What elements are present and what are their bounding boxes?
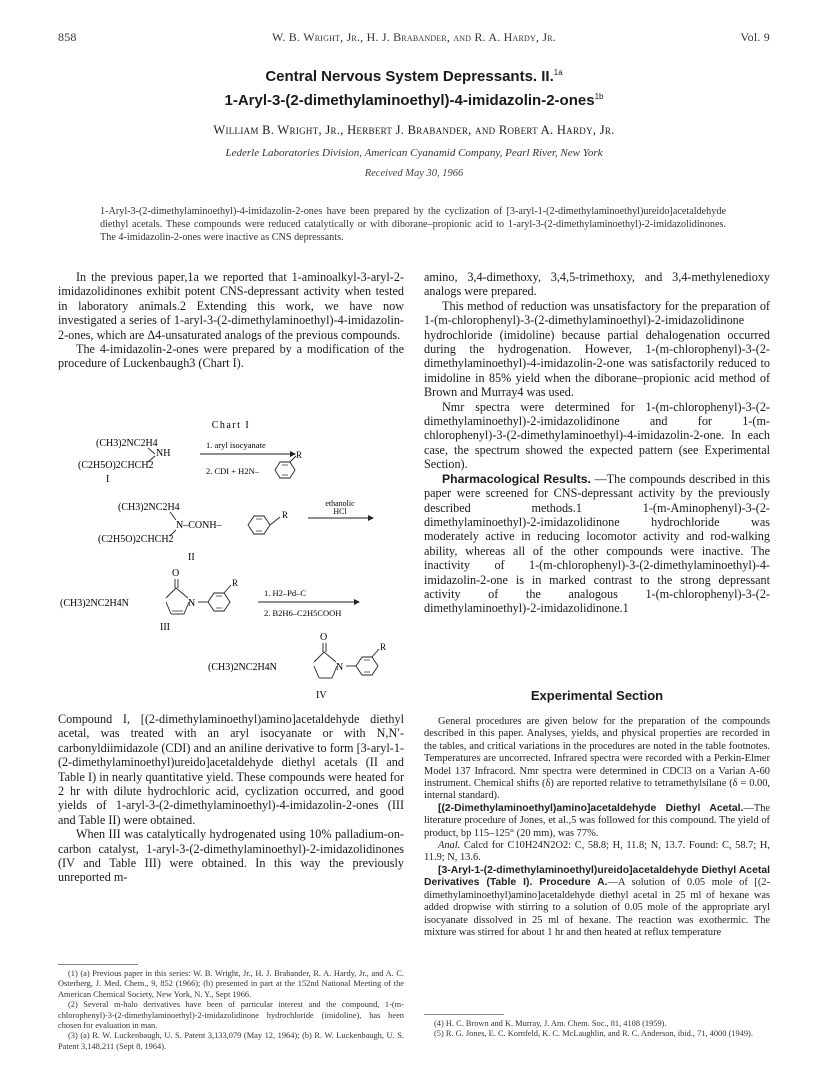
experimental-paragraph-4: [3-Aryl-1-(2-dimethylaminoethyl)ureido]acetaldehyde Diethyl Acetal Derivatives (Table I). Procedure A.—A solution of 0.05 mole of [(2-dimethylaminoethyl)amino]acetaldehyde diethyl acetal in 25 ml of hexane was added dropwise with stirring to a solution of 0.05 mole of the appropriate aryl isocyanate dissolved in 25 ml of hexane. The reaction was exothermic. The mixture was stirred for about 1 hr and then heated at reflux temperature	[424, 864, 770, 938]
footnote-2: (2) Several m-halo derivatives have been of particular interest and the compound, 1-(m-chlorophenyl)-3-(2-dimethylaminoethyl)-2-imidazolidinone hydrochloride (imidoline), has been chosen for evaluation in man.	[58, 1000, 404, 1031]
received-date: Received May 30, 1966	[364, 168, 464, 179]
experimental-body	[424, 716, 770, 939]
title-line-1: Central Nervous System Depressants. II.$^{1a}$	[265, 68, 563, 85]
right-column	[424, 270, 770, 616]
volume-label: Vol. 9	[740, 30, 770, 44]
title-block	[58, 63, 770, 179]
footnote-rule	[58, 964, 138, 965]
synthesis-paragraph-2: When III was catalytically hydrogenated using 10% palladium-on-carbon catalyst, 1-aryl-3-(2-dimethylaminoethyl)-2-imidazolidinones (IV and Table III) were obtained. In this way the previously unreported m-	[58, 827, 404, 885]
footnotes-right	[424, 1014, 770, 1040]
compound-ii-urea: N–CONH–	[176, 520, 222, 531]
reduction-step-2: 2. B2H6–C2H5COOH	[264, 608, 342, 618]
compound-iv-oxygen: O	[320, 632, 328, 643]
label-iii: III	[160, 622, 170, 633]
experimental-paragraph-2: [(2-Dimethylaminoethyl)amino]acetaldehyde Diethyl Acetal.—The literature procedure of Jones, et al.,5 was followed for this compound. The yield of product, bp 115–125° (20 mm), was 77%.	[424, 802, 770, 839]
compound-i-amine: (CH3)2NC2H4	[96, 438, 158, 449]
reaction-scheme-svg	[58, 418, 404, 708]
experimental-paragraph-1: General procedures are given below for the preparation of the compounds described in this paper. Analyses, yields, and physical properties are recorded in the tables, and critical variations in the procedures are noted in the table footnotes. Temperatures are uncorrected. Infrared spectra were recorded with a Perkin-Elmer Model 137 Infracord. Nmr spectra were determined in CDCl3 on a Varian A-60 instrument. Chemical shifts (δ) are reported relative to tetramethylsilane (δ = 0.00, internal standard).	[424, 716, 770, 802]
pharmacology-heading: Pharmacological Results.	[442, 471, 591, 486]
step-2-reagent: 2. CDI + H2N–	[206, 466, 259, 476]
compound-iii-n: N	[188, 598, 196, 609]
compound-ii-amine: (CH3)2NC2H4	[118, 502, 180, 513]
compound-iii-sidechain: (CH3)2NC2H4N	[60, 598, 129, 609]
pharmacology-paragraph: Pharmacological Results. —The compounds described in this paper were screened for CNS-depressant activity by the previously described methods.1 1-(m-Aminophenyl)-3-(2-dimethylaminoethyl)-2-imidazolidinone hydrochloride was moderately active in reducing locomotor activity and rod-walking ability, whereas all of the other compounds were inactive. The inactivity of 1-(m-chlorophenyl)-3-(2-dimethylaminoethyl)-4-imidazolin-2-one is in marked contrast to the strong depressant activity of the analogous 1-(m-chlorophenyl)-3-(2-dimethylaminoethyl)-2-imidazolidinone.1	[424, 471, 770, 616]
intro-paragraph-1: In the previous paper,1a we reported that 1-aminoalkyl-3-aryl-2-imidazolidinones exhibit potent CNS-depressant activity when tested in laboratory animals.2 Extending this work, we have now investigated a series of 1-aryl-3-(2-dimethylaminoethyl)-4-imidazolin-2-ones, which are Δ4-unsaturated analogs of the previous compounds.	[58, 270, 404, 342]
abstract: 1-Aryl-3-(2-dimethylaminoethyl)-4-imidazolin-2-ones have been prepared by the cyclization of [3-aryl-1-(2-dimethylaminoethyl)ureido]acetaldehyde diethyl acetals. These compounds were reduced catalytically or with diborane–propionic acid to 1-aryl-3-(2-dimethylaminoethyl)-2-imidazolidinones. The 4-imidazolin-2-ones were inactive as CNS depressants.	[100, 206, 726, 243]
right-paragraph-2: Nmr spectra were determined for 1-(m-chlorophenyl)-3-(2-dimethylaminoethyl)-2-imidazolidinone and for 1-(m-chlorophenyl)-3-(2-dimethylaminoethyl)-4-imidazolin-2-one. In each case, the spectrum showed the expected pattern (see Experimental Section).	[424, 399, 770, 472]
experimental-heading: Experimental Section	[530, 688, 664, 703]
hcl-label: HCl	[333, 507, 347, 516]
compound-iv-sidechain: (CH3)2NC2H4N	[208, 662, 277, 673]
footnote-rule-right	[424, 1014, 504, 1015]
compound-iv-n: N	[336, 662, 344, 673]
running-head	[58, 30, 770, 46]
synthesis-column	[58, 712, 404, 885]
compound-i-nh: NH	[156, 448, 171, 459]
step-1-reagent: 1. aryl isocyanate	[206, 440, 266, 450]
ethanolic-label: ethanolic	[325, 499, 355, 508]
reduction-step-1: 1. H2–Pd–C	[264, 588, 307, 598]
right-paragraph-1: This method of reduction was unsatisfactory for the preparation of 1-(m-chlorophenyl)-3-(2-dimethylaminoethyl)-2-imidazolidinone hydrochloride (imidoline) because partial dehalogenation occurred during the hydrogenation. However, 1-(m-chlorophenyl)-3-(2-dimethylaminoethyl)-4-imidazolin-2-one was satisfactorily reduced to imidoline in 85% yield when the diborane–propionic acid method of Brown and Murray4 was used.	[424, 298, 770, 400]
experimental-analysis: Anal. Calcd for C10H24N2O2: C, 58.8; H, 11.8; N, 13.7. Found: C, 58.7; H, 11.9; N, 13.6.	[424, 840, 770, 864]
right-paragraph-0: amino, 3,4-dimethoxy, 3,4,5-trimethoxy, and 3,4-methylenedioxy analogs were prepared.	[424, 270, 770, 299]
footnote-3: (3) (a) R. W. Luckenbaugh, U. S. Patent 3,133,079 (May 12, 1964); (b) R. W. Luckenbaugh, U. S. Patent 3,148,211 (Sept 8, 1964).	[58, 1031, 404, 1051]
compound-iv-r: R	[380, 642, 387, 652]
running-authors: W. B. Wright, Jr., H. J. Brabander, and R. A. Hardy, Jr.	[271, 30, 556, 44]
compound-iii-r: R	[232, 578, 239, 588]
compound-iii-oxygen: O	[172, 568, 180, 579]
compound-iii-imidazolinone-ring	[166, 588, 189, 614]
title-line-2: 1-Aryl-3-(2-dimethylaminoethyl)-4-imidazolin-2-ones$^{1b}$	[224, 92, 604, 109]
footnotes-left	[58, 964, 404, 1052]
footnote-4: (4) H. C. Brown and K. Murray, J. Am. Chem. Soc., 81, 4108 (1959).	[434, 1019, 667, 1028]
compound-iv-aryl-ring	[346, 649, 379, 675]
compound-ii-acetal: (C2H5O)2CHCH2	[98, 534, 174, 545]
affiliation: Lederle Laboratories Division, American Cyanamid Company, Pearl River, New York	[225, 147, 603, 159]
procedure-a-heading: [3-Aryl-1-(2-dimethylaminoethyl)ureido]acetaldehyde Diethyl Acetal Derivatives (Table I). Procedure A.	[424, 864, 770, 889]
synthesis-paragraph-1: Compound I, [(2-dimethylaminoethyl)amino]acetaldehyde diethyl acetal, was treated with an aryl isocyanate or with N,N′-carbonyldiimidazole (CDI) and an aniline derivative to form [3-aryl-1-(2-dimethylaminoethyl)ureido]acetaldehyde diethyl acetals (II and Table I) in nearly quantitative yield. These compounds were heated for 2 hr with dilute hydrochloric acid, cyclization occurred, and good yields of 1-aryl-3-(2-dimethylaminoethyl)-4-imidazolin-2-ones (III and Table II) were obtained.	[58, 712, 404, 827]
compound-i-acetal: (C2H5O)2CHCH2	[78, 460, 154, 471]
label-iv: IV	[316, 690, 327, 701]
footnote-5: (5) R. G. Jones, E. C. Kornfeld, K. C. McLaughlin, and R. C. Anderson, ibid., 71, 4000 (1949).	[434, 1029, 753, 1039]
intro-paragraph-2: The 4-imidazolin-2-ones were prepared by a modification of the procedure of Luckenbaugh3 (Chart I).	[58, 342, 404, 371]
chart-i-scheme	[58, 418, 404, 708]
compound-ii-ring	[248, 516, 280, 534]
aniline-ring	[275, 456, 296, 478]
compound-iv-imidazolidinone-ring	[314, 652, 337, 678]
compound-ii-r: R	[282, 510, 289, 520]
compound-iii-aryl-ring	[198, 585, 231, 611]
label-ii: II	[188, 552, 195, 563]
acetal-heading: [(2-Dimethylaminoethyl)amino]acetaldehyde Diethyl Acetal.	[438, 802, 744, 814]
label-i: I	[106, 474, 110, 485]
chart-title: Chart I	[211, 420, 251, 431]
intro-column	[58, 270, 404, 371]
footnote-1: (1) (a) Previous paper in this series: W. B. Wright, Jr., H. J. Brabander, R. A. Hardy, Jr., and A. C. Osterberg, J. Med. Chem., 9, 852 (1966); (b) presented in part at the 152nd National Meeting of the American Chemical Society, New York, N. Y., Sept 1966.	[58, 969, 404, 999]
page-number: 858	[58, 30, 77, 44]
authors: William B. Wright, Jr., Herbert J. Brabander, and Robert A. Hardy, Jr.	[213, 123, 615, 137]
aniline-r: R	[296, 450, 303, 460]
